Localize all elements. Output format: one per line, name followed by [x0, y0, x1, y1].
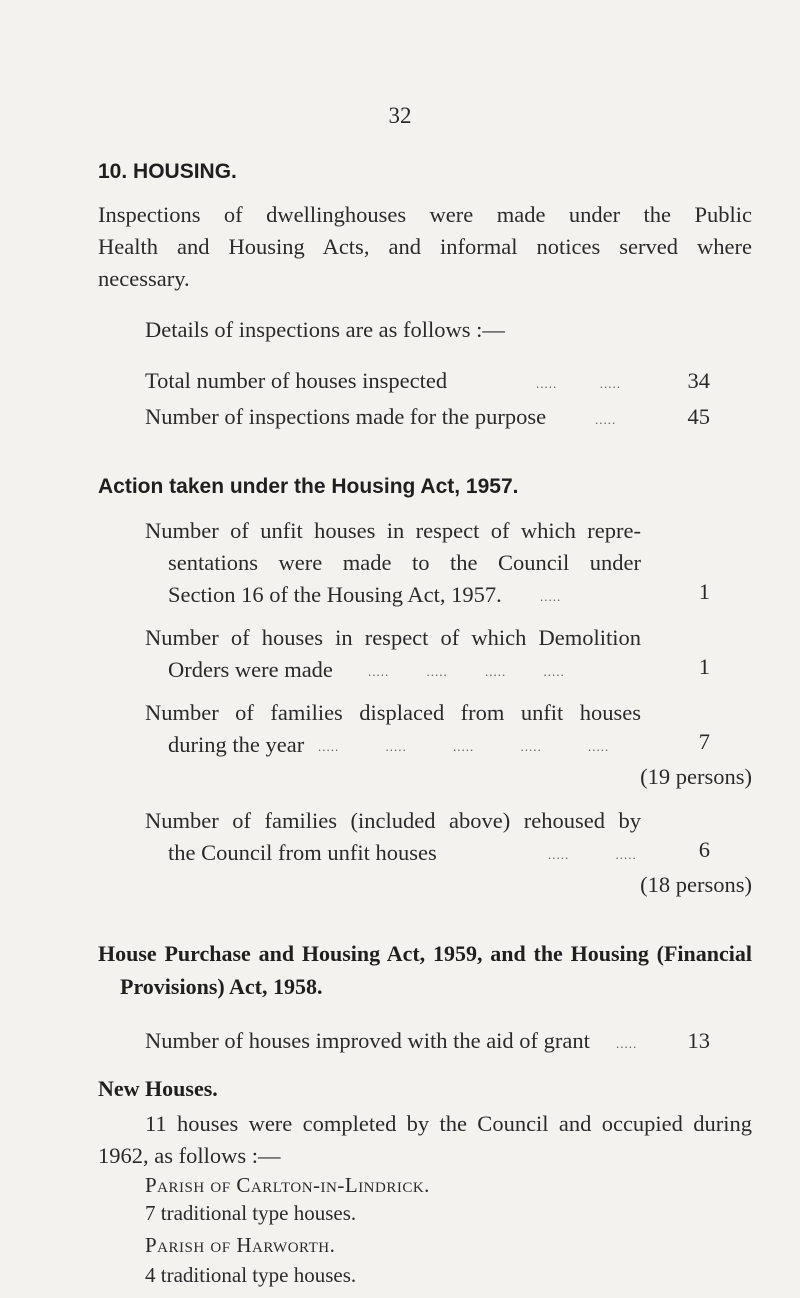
action-item-1-value: 1 [698, 579, 710, 604]
section-title: 10. HOUSING. [98, 160, 237, 183]
leader-dots: ..... ..... [548, 847, 637, 862]
action-item-3-line-1: Number of families displaced from unfit houses [145, 700, 641, 725]
action-item-1-line-1: Number of unfit houses in respect of which repre- [145, 518, 641, 543]
action-item-4-value: 6 [698, 837, 710, 862]
action-heading: Action taken under the Housing Act, 1957. [98, 475, 519, 498]
new-houses-heading: New Houses. [98, 1076, 218, 1101]
action-item-3-value: 7 [698, 729, 710, 754]
action-item-2-line-2: Orders were made [168, 657, 333, 682]
improved-value: 13 [687, 1028, 710, 1053]
detail-label-inspections: Number of inspections made for the purpose [145, 404, 547, 429]
action-item-3-line-2: during the year [168, 732, 305, 757]
new-houses-intro-line-2: 1962, as follows :— [98, 1143, 281, 1168]
page-number: 32 [388, 103, 412, 128]
action-item-3-persons: (19 persons) [640, 764, 752, 789]
parish-detail-harworth: 4 traditional type houses. [145, 1263, 357, 1287]
leader-dots: ..... [595, 412, 617, 427]
leader-dots: ..... [540, 589, 562, 604]
intro-line-1: Inspections of dwellinghouses were made under the Public [98, 202, 752, 227]
leader-dots: ..... [616, 1036, 638, 1051]
intro-line-2: Health and Housing Acts, and informal notices served where [98, 234, 752, 259]
parish-name-carlton: Parish of Carlton-in-Lindrick. [145, 1173, 430, 1197]
action-item-2-line-1: Number of houses in respect of which Demolition [145, 625, 641, 650]
action-item-1-line-2: sentations were made to the Council under [168, 550, 641, 575]
leader-dots: ..... ..... ..... ..... [368, 664, 565, 679]
detail-value-inspections: 45 [687, 404, 710, 429]
parish-detail-carlton: 7 traditional type houses. [145, 1201, 357, 1225]
action-item-4-line-1: Number of families (included above) rehoused by [145, 808, 641, 833]
leader-dots: ..... ..... ..... ..... ..... [318, 739, 610, 754]
parish-name-harworth: Parish of Harworth. [145, 1233, 336, 1257]
intro-line-3: necessary. [98, 266, 190, 291]
improved-label: Number of houses improved with the aid of grant [145, 1028, 590, 1053]
action-item-2-value: 1 [698, 654, 710, 679]
purchase-heading-line-2: Provisions) Act, 1958. [120, 974, 323, 999]
details-heading: Details of inspections are as follows :— [145, 317, 505, 342]
detail-label-total: Total number of houses inspected [145, 368, 448, 393]
action-item-1-line-3: Section 16 of the Housing Act, 1957. [168, 582, 502, 607]
leader-dots: ..... ..... [536, 376, 621, 391]
detail-value-total: 34 [687, 368, 710, 393]
purchase-heading-line-1: House Purchase and Housing Act, 1959, and the Housing (Financial [98, 941, 752, 966]
action-item-4-persons: (18 persons) [640, 872, 752, 897]
action-item-4-line-2: the Council from unfit houses [168, 840, 437, 865]
new-houses-intro-line-1: 11 houses were completed by the Council and occupied during [145, 1111, 752, 1136]
